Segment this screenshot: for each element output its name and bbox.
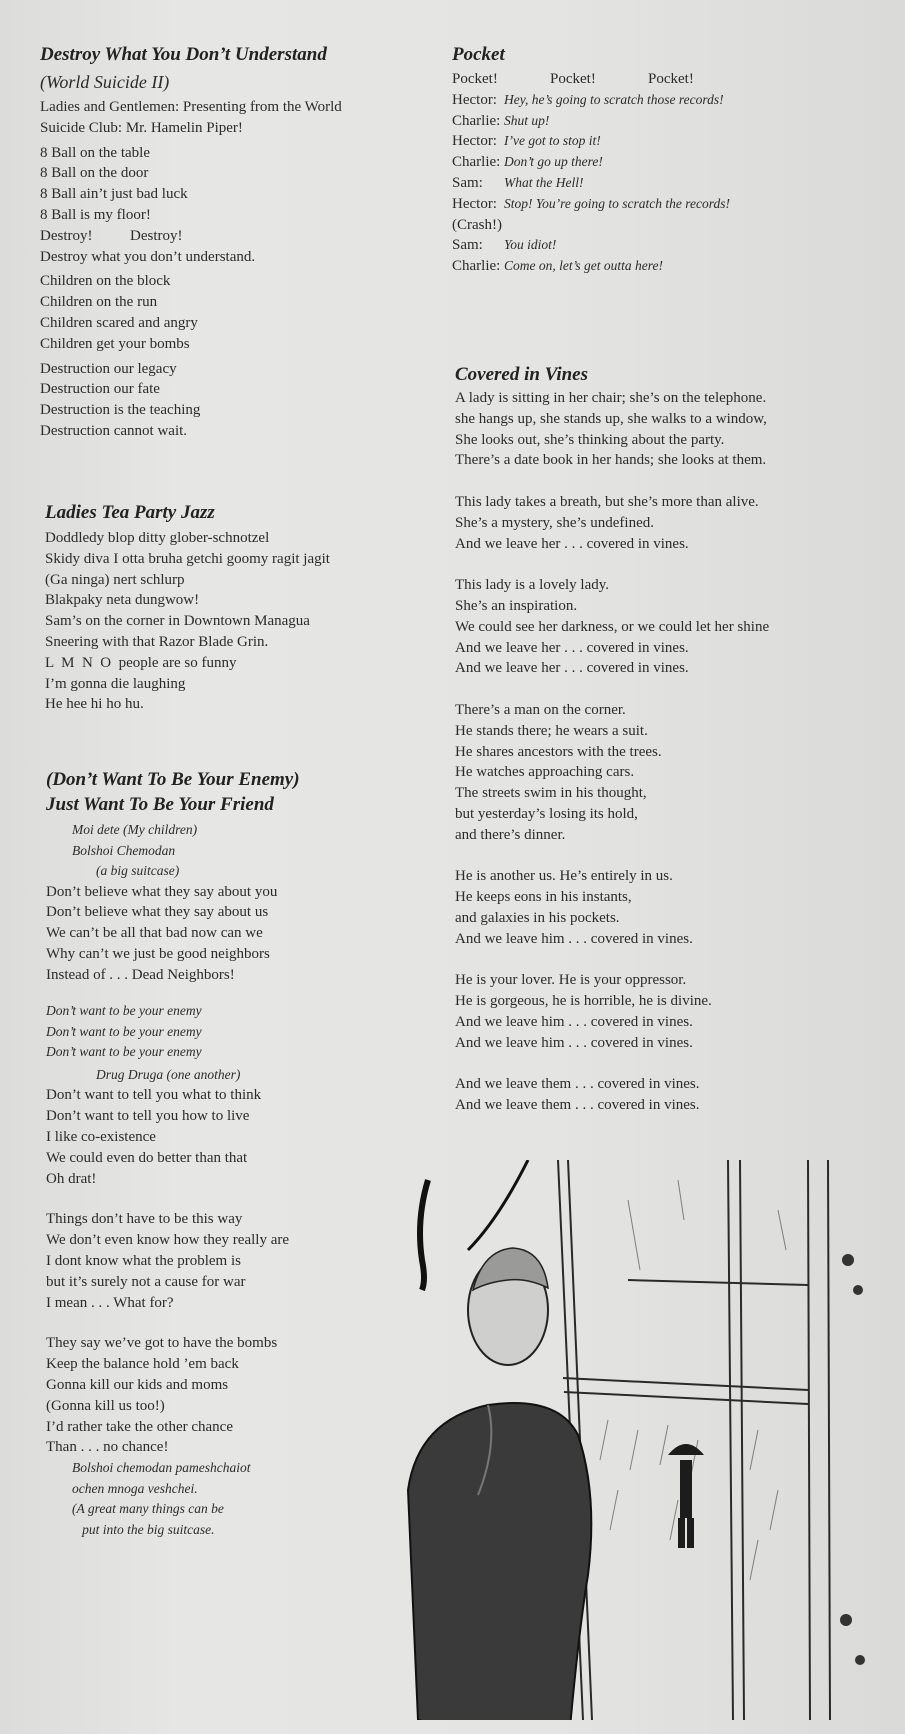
lyric-line: Don’t want to tell you what to think xyxy=(46,1087,262,1104)
lyric-line: (Ga ninga) nert schlurp xyxy=(45,571,185,588)
song-lyrics xyxy=(40,97,380,442)
lyric-line: Destroy! Destroy! xyxy=(40,227,183,244)
dialogue-row xyxy=(452,215,872,236)
song-title-line-1: (Don’t Want To Be Your Enemy) xyxy=(46,769,300,790)
lyric-line: Than . . . no chance! xyxy=(46,1439,169,1456)
lyric-line: She’s a mystery, she’s undefined. xyxy=(455,514,654,531)
chorus-line: Don’t want to be your enemy xyxy=(46,1023,202,1039)
lyric-line: Oh drat! xyxy=(46,1170,97,1187)
lyric-line: I like co-existence xyxy=(46,1129,156,1146)
chant-word: Pocket! xyxy=(648,71,694,87)
lyric-line: This lady is a lovely lady. xyxy=(455,577,609,594)
lyric-line: Destroy what you don’t understand. xyxy=(40,248,256,265)
lyric-line: He shares ancestors with the trees. xyxy=(455,743,662,760)
lyric-line: And we leave her . . . covered in vines. xyxy=(455,660,689,677)
dialogue-line: Hey, he’s going to scratch those records! xyxy=(504,91,724,107)
lyric-line: And we leave her . . . covered in vines. xyxy=(455,535,689,552)
lyric-line: And we leave them . . . covered in vines. xyxy=(455,1097,700,1114)
lyric-line: The streets swim in his thought, xyxy=(455,785,647,802)
lyric-line: Children scared and angry xyxy=(40,314,198,331)
lyric-line: and there’s dinner. xyxy=(455,826,566,843)
lyric-line: Children on the run xyxy=(40,294,158,311)
russian-line: Bolshoi chemodan pameshchaiot xyxy=(72,1460,251,1476)
song-lyrics xyxy=(45,528,385,715)
lyric-line: L M N O people are so funny xyxy=(45,654,237,671)
lyric-line: And we leave him . . . covered in vines. xyxy=(455,930,693,947)
dialogue-row xyxy=(452,235,872,256)
lyric-line: They say we’ve got to have the bombs xyxy=(46,1335,278,1352)
lyric-line: She’s an inspiration. xyxy=(455,597,578,614)
lyric-line: Destruction our legacy xyxy=(40,360,177,377)
song-title: Covered in Vines xyxy=(455,364,589,385)
lyric-line: and galaxies in his pockets. xyxy=(455,909,620,926)
lyric-line: Things don’t have to be this way xyxy=(46,1211,243,1228)
lyric-line: Don’t want to tell you how to live xyxy=(46,1108,250,1125)
lyric-line: 8 Ball on the door xyxy=(40,165,149,182)
song-title: Destroy What You Don’t Understand xyxy=(40,44,327,65)
speaker-name: Sam: xyxy=(452,174,483,191)
lyric-line: Don’t believe what they say about you xyxy=(46,883,278,900)
lyric-line: This lady takes a breath, but she’s more than alive. xyxy=(455,493,759,510)
song-title: Ladies Tea Party Jazz xyxy=(45,502,215,523)
russian-line: ochen mnoga veshchei. xyxy=(72,1480,198,1496)
speaker-name: Hector: xyxy=(452,195,497,212)
lyric-line: Children on the block xyxy=(40,273,171,290)
chorus-line: Don’t want to be your enemy xyxy=(46,1003,202,1019)
lyric-line: He is your lover. He is your oppressor. xyxy=(455,972,687,989)
lyric-line: Blakpaky neta dungwow! xyxy=(45,592,200,609)
speaker-name: Sam: xyxy=(452,237,483,254)
dialogue-line: Come on, let’s get outta here! xyxy=(504,258,663,274)
dialogue-row xyxy=(452,152,872,173)
lyric-line: And we leave her . . . covered in vines. xyxy=(455,639,689,656)
pocket-dialogue xyxy=(452,90,872,277)
speaker-name: Charlie: xyxy=(452,154,501,171)
lyric-line: He keeps eons in his instants, xyxy=(455,889,632,906)
song-lyrics xyxy=(455,388,885,1116)
chant-word: Pocket! xyxy=(452,71,498,87)
speaker-name: Charlie: xyxy=(452,112,501,129)
speaker-name: (Crash!) xyxy=(452,216,502,233)
lyric-line: There’s a man on the corner. xyxy=(455,701,626,718)
speaker-name: Hector: xyxy=(452,91,497,108)
lyric-line: but it’s surely not a cause for war xyxy=(46,1273,246,1290)
lyric-line: I mean . . . What for? xyxy=(46,1294,174,1311)
russian-line: (a big suitcase) xyxy=(96,863,180,878)
speaker-name: Hector: xyxy=(452,133,497,150)
dialogue-line: You idiot! xyxy=(504,237,557,253)
lyric-line: We can’t be all that bad now can we xyxy=(46,925,263,942)
dialogue-line: I’ve got to stop it! xyxy=(504,133,601,149)
lyric-line: Keep the balance hold ’em back xyxy=(46,1356,239,1373)
chorus-line: Don’t want to be your enemy xyxy=(46,1044,202,1060)
dialogue-row xyxy=(452,256,872,277)
lyric-line: Children get your bombs xyxy=(40,335,190,352)
song-title: Pocket xyxy=(452,44,505,65)
song-title-line-2: Just Want To Be Your Friend xyxy=(46,794,274,815)
lyric-line: He is another us. He’s entirely in us. xyxy=(455,868,673,885)
dialogue-line: What the Hell! xyxy=(504,174,584,190)
intro-line: Suicide Club: Mr. Hamelin Piper! xyxy=(40,119,243,136)
russian-line: Moi dete (My children) xyxy=(72,822,198,837)
lyric-line: And we leave them . . . covered in vines. xyxy=(455,1076,700,1093)
speaker-name: Charlie: xyxy=(452,258,501,275)
lyric-line: 8 Ball ain’t just bad luck xyxy=(40,186,188,203)
lyric-line: Don’t believe what they say about us xyxy=(46,904,269,921)
lyric-line: Sam’s on the corner in Downtown Managua xyxy=(45,613,310,630)
lyric-line: There’s a date book in her hands; she looks at them. xyxy=(455,452,767,469)
lyric-line: Sneering with that Razor Blade Grin. xyxy=(45,633,269,650)
dialogue-row xyxy=(452,194,872,215)
lyric-line: 8 Ball is my floor! xyxy=(40,206,151,223)
lyric-line: Doddledy blop ditty glober-schnotzel xyxy=(45,530,270,546)
lyric-line: 8 Ball on the table xyxy=(40,144,150,161)
woman-at-rainy-window-illustration xyxy=(378,1160,883,1720)
dialogue-row xyxy=(452,90,872,111)
lyric-line: but yesterday’s losing its hold, xyxy=(455,805,638,822)
lyric-line: she hangs up, she stands up, she walks to a window, xyxy=(455,410,767,427)
lyric-line: Destruction our fate xyxy=(40,381,160,398)
dialogue-line: Stop! You’re going to scratch the records! xyxy=(504,195,730,211)
dialogue-row xyxy=(452,173,872,194)
lyric-line: He hee hi ho hu. xyxy=(45,696,144,713)
russian-line: (A great many things can be xyxy=(72,1501,224,1517)
lyric-line: Skidy diva I otta bruha getchi goomy ragit jagit xyxy=(45,550,330,567)
lyric-line: Why can’t we just be good neighbors xyxy=(46,945,270,962)
song-enemy xyxy=(46,769,386,1540)
lyric-line: A lady is sitting in her chair; she’s on the telephone. xyxy=(455,390,767,406)
song-lyrics xyxy=(46,820,386,1540)
lyric-line: He is gorgeous, he is horrible, he is divine. xyxy=(455,993,712,1010)
song-subtitle: (World Suicide II) xyxy=(40,72,170,92)
lyric-line: Gonna kill our kids and moms xyxy=(46,1377,229,1394)
lyric-line: We don’t even know how they really are xyxy=(46,1232,290,1249)
russian-line: put into the big suitcase. xyxy=(72,1521,215,1537)
intro-line: Ladies and Gentlemen: Presenting from the World xyxy=(40,99,342,115)
russian-line: Drug Druga (one another) xyxy=(96,1066,241,1082)
lyric-line: Destruction cannot wait. xyxy=(40,422,188,439)
lyric-line: Instead of . . . Dead Neighbors! xyxy=(46,966,235,983)
lyric-line: And we leave him . . . covered in vines. xyxy=(455,1013,693,1030)
lyric-line: He stands there; he wears a suit. xyxy=(455,722,648,739)
lyric-line: He watches approaching cars. xyxy=(455,764,635,781)
dialogue-row xyxy=(452,111,872,132)
song-tea-party xyxy=(45,502,385,715)
russian-line: Bolshoi Chemodan xyxy=(72,842,176,858)
lyric-line: We could see her darkness, or we could let her shine xyxy=(455,618,770,635)
lyric-line: I’m gonna die laughing xyxy=(45,675,186,692)
pocket-chant xyxy=(452,69,872,90)
lyric-line: (Gonna kill us too!) xyxy=(46,1397,165,1414)
dialogue-row xyxy=(452,131,872,152)
lyric-line: I’d rather take the other chance xyxy=(46,1418,233,1435)
dialogue-line: Shut up! xyxy=(504,112,550,128)
chant-word: Pocket! xyxy=(550,71,596,87)
lyric-line: We could even do better than that xyxy=(46,1149,248,1166)
song-covered-in-vines xyxy=(455,364,885,1116)
lyric-line: I dont know what the problem is xyxy=(46,1253,241,1270)
song-destroy xyxy=(40,44,380,442)
lyric-line: Destruction is the teaching xyxy=(40,402,201,419)
song-pocket xyxy=(452,44,872,277)
lyric-line: And we leave him . . . covered in vines. xyxy=(455,1034,693,1051)
lyric-line: She looks out, she’s thinking about the party. xyxy=(455,431,725,448)
dialogue-line: Don’t go up there! xyxy=(504,154,603,170)
